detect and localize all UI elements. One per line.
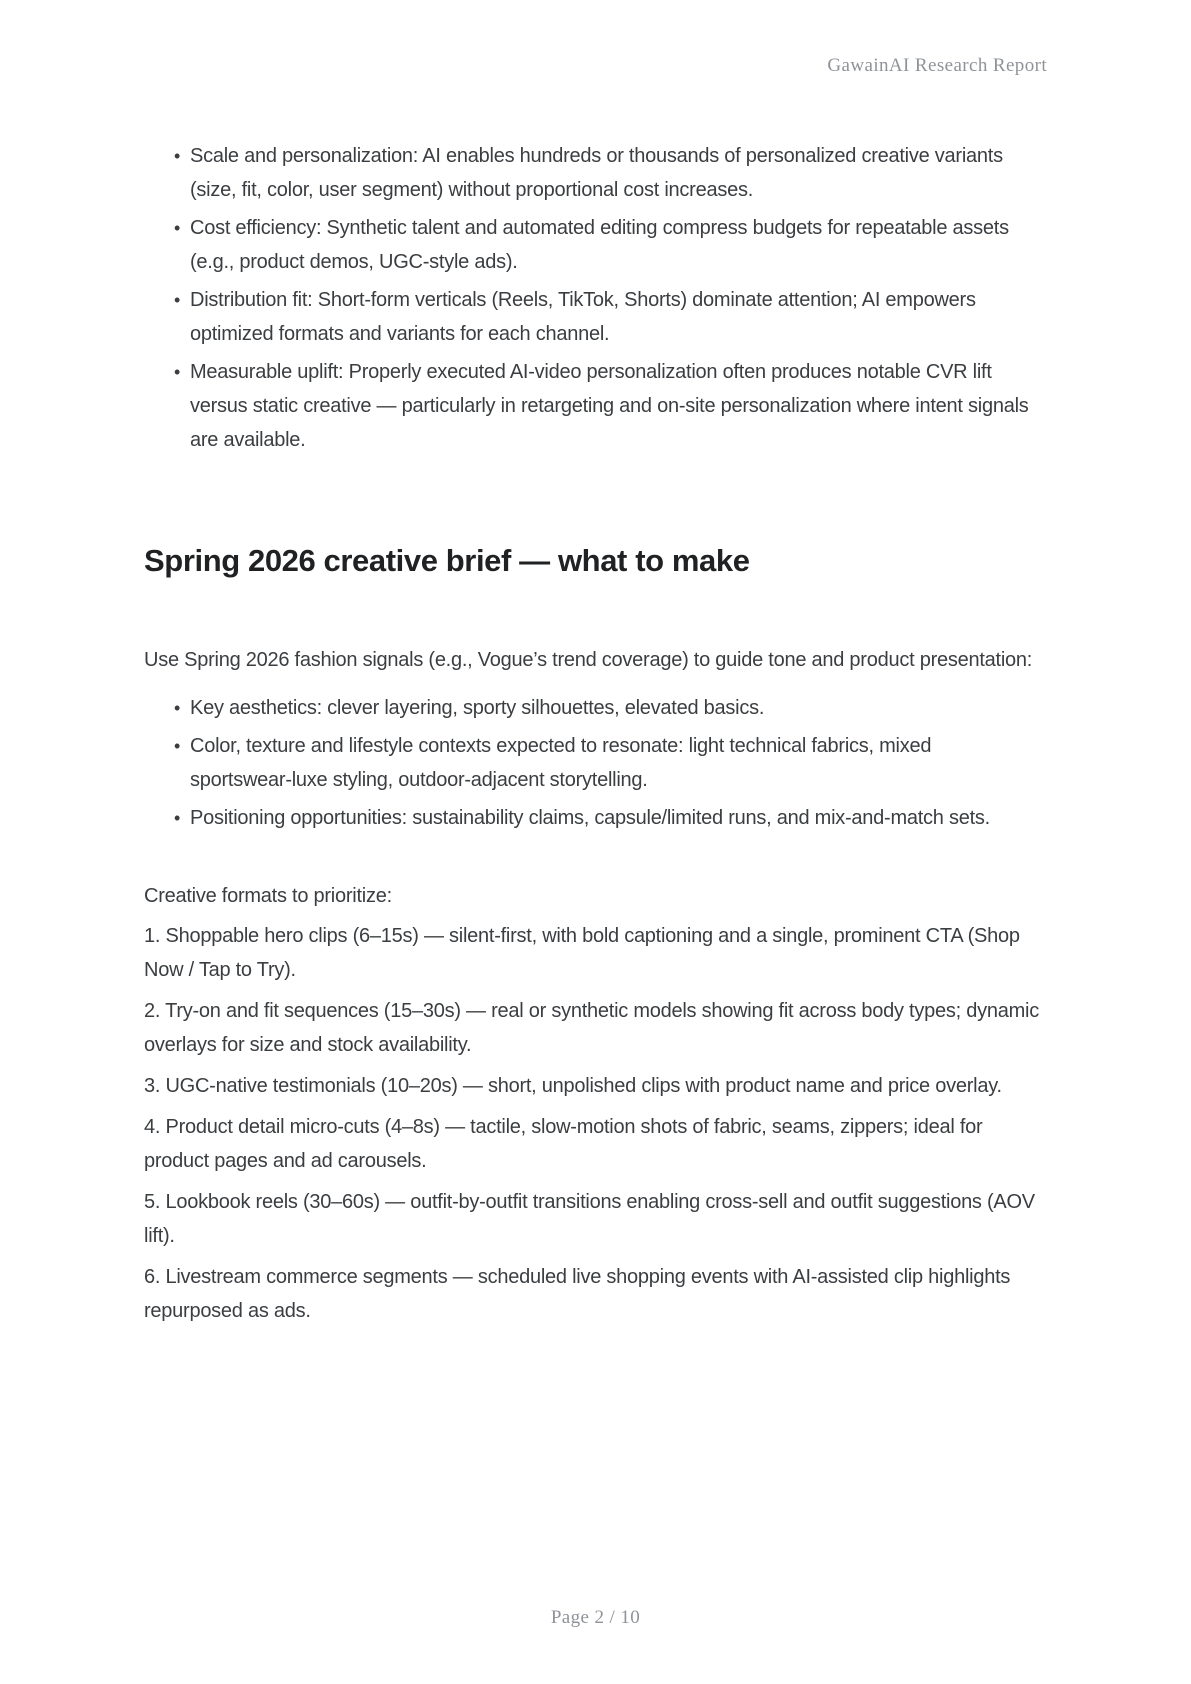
page-number-label: Page 2 / 10: [550, 1607, 641, 1628]
section-heading: Spring 2026 creative brief — what to make: [144, 543, 750, 578]
bullet-item: • Key aesthetics: clever layering, sporty silhouettes, elevated basics.: [144, 691, 1030, 725]
bullet-item: • Color, texture and lifestyle contexts expected to resonate: light technical fabrics, mixed sportswear-luxe styling, outdoor-adjacent storytelling.: [144, 729, 1030, 797]
format-item: 1. Shoppable hero clips (6–15s) — silent-first, with bold captioning and a single, prominent CTA (Shop Now / Tap to Try).: [144, 925, 1020, 981]
format-item: 6. Livestream commerce segments — scheduled live shopping events with AI-assisted clip highlights repurposed as ads.: [144, 1266, 1011, 1322]
bullet-item: • Distribution fit: Short-form verticals (Reels, TikTok, Shorts) dominate attention; AI empowers optimized formats and variants for each channel.: [144, 283, 1030, 351]
bullet-item: • Measurable uplift: Properly executed AI-video personalization often produces notable CVR lift versus static creative — particularly in retargeting and on-site personalization where intent signals are available.: [144, 355, 1030, 457]
bullet-item: • Scale and personalization: AI enables hundreds or thousands of personalized creative variants (size, fit, color, user segment) without proportional cost increases.: [144, 139, 1030, 207]
formats-label: Creative formats to prioritize:: [144, 885, 392, 907]
intro-bullet-list: [144, 139, 1047, 457]
format-item: 5. Lookbook reels (30–60s) — outfit-by-outfit transitions enabling cross-sell and outfit suggestions (AOV lift).: [144, 1191, 1035, 1247]
format-item: 3. UGC-native testimonials (10–20s) — short, unpolished clips with product name and price overlay.: [144, 1075, 1002, 1097]
bullet-item: • Cost efficiency: Synthetic talent and automated editing compress budgets for repeatable assets (e.g., product demos, UGC-style ads).: [144, 211, 1030, 279]
format-item: 4. Product detail micro-cuts (4–8s) — tactile, slow-motion shots of fabric, seams, zippers; ideal for product pages and ad carousels.: [144, 1116, 983, 1172]
format-item: 2. Try-on and fit sequences (15–30s) — real or synthetic models showing fit across body types; dynamic overlays for size and stock availability.: [144, 1000, 1039, 1056]
bullet-item: • Positioning opportunities: sustainability claims, capsule/limited runs, and mix-and-match sets.: [144, 801, 1030, 835]
page-content: [144, 139, 1047, 1335]
report-header-title: GawainAI Research Report: [827, 55, 1047, 76]
section-lead-paragraph: Use Spring 2026 fashion signals (e.g., Vogue’s trend coverage) to guide tone and product presentation:: [144, 649, 1033, 671]
brief-bullet-list: [144, 691, 1047, 835]
